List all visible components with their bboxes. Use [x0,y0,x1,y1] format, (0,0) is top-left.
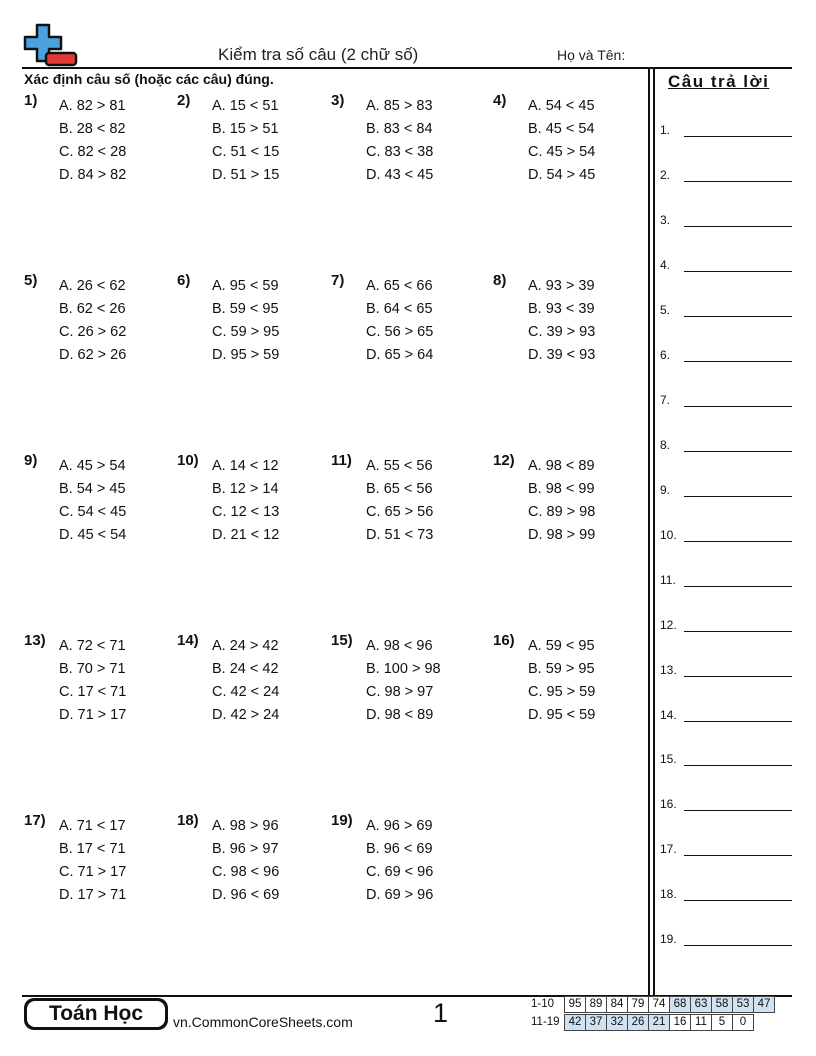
option-b: B. 98 < 99 [528,481,595,497]
option-a: A. 98 > 96 [212,818,279,834]
answer-label: 19. [660,932,677,946]
option-c: C. 89 > 98 [528,504,596,520]
problem [24,452,174,552]
answer-label: 11. [660,573,676,587]
score-key-row-label: 11-19 [531,1016,560,1028]
score-cell: 5 [711,1014,733,1031]
option-d: D. 96 < 69 [212,887,280,903]
option-b: B. 24 < 42 [212,661,279,677]
answer-label: 13. [660,663,677,677]
option-d: D. 43 < 45 [366,167,434,183]
answer-line[interactable] [660,168,792,188]
option-b: B. 12 > 14 [212,481,279,497]
option-c: C. 56 > 65 [366,324,434,340]
score-cell: 21 [648,1014,670,1031]
option-d: D. 84 > 82 [59,167,127,183]
answer-blank[interactable] [684,900,792,901]
answer-line[interactable] [660,393,792,413]
option-b: B. 62 < 26 [59,301,126,317]
option-b: B. 28 < 82 [59,121,126,137]
option-c: C. 51 < 15 [212,144,280,160]
answer-label: 12. [660,618,677,632]
answer-blank[interactable] [684,361,792,362]
option-c: C. 42 < 24 [212,684,280,700]
score-cell: 89 [585,996,607,1013]
option-d: D. 98 > 99 [528,527,596,543]
option-a: A. 71 < 17 [59,818,126,834]
option-b: B. 93 < 39 [528,301,595,317]
answer-blank[interactable] [684,136,792,137]
answer-blank[interactable] [684,406,792,407]
option-b: B. 96 > 97 [212,841,279,857]
problem-number: 10) [177,452,199,469]
option-a: A. 65 < 66 [366,278,433,294]
option-d: D. 69 > 96 [366,887,434,903]
score-cell: 32 [606,1014,628,1031]
problem [493,452,643,552]
answer-blank[interactable] [684,721,792,722]
answer-line[interactable] [660,752,792,772]
problem [24,92,174,192]
score-cell: 58 [711,996,733,1013]
problem-number: 3) [331,92,345,109]
option-a: A. 45 > 54 [59,458,126,474]
answer-line[interactable] [660,932,792,952]
answer-label: 7. [660,393,671,407]
option-a: A. 85 > 83 [366,98,433,114]
score-cell: 53 [732,996,754,1013]
instructions: Xác định câu số (hoặc các câu) đúng. [24,71,274,87]
score-key-row [531,996,775,1012]
option-d: D. 45 < 54 [59,527,127,543]
answer-label: 6. [660,348,671,362]
answer-line[interactable] [660,483,792,503]
option-c: C. 82 < 28 [59,144,127,160]
option-a: A. 98 < 96 [366,638,433,654]
option-a: A. 96 > 69 [366,818,433,834]
score-cell: 84 [606,996,628,1013]
answer-label: 8. [660,438,671,452]
answer-blank[interactable] [684,765,792,766]
option-b: B. 64 < 65 [366,301,433,317]
answer-line[interactable] [660,213,792,233]
option-c: C. 83 < 38 [366,144,434,160]
answer-blank[interactable] [684,631,792,632]
problem [177,452,327,552]
option-c: C. 98 < 96 [212,864,280,880]
option-a: A. 15 < 51 [212,98,279,114]
answer-blank[interactable] [684,496,792,497]
header-divider [22,67,792,69]
problem-number: 19) [331,812,353,829]
option-a: A. 59 < 95 [528,638,595,654]
answer-line[interactable] [660,348,792,368]
option-b: B. 15 > 51 [212,121,279,137]
problem [24,632,174,732]
option-b: B. 54 > 45 [59,481,126,497]
problem-number: 16) [493,632,515,649]
problem-number: 18) [177,812,199,829]
option-a: A. 72 < 71 [59,638,126,654]
problem [177,92,327,192]
option-b: B. 17 < 71 [59,841,126,857]
logo-plus-minus-icon [22,22,78,68]
problem-number: 11) [331,452,352,469]
answer-line[interactable] [660,708,792,728]
option-d: D. 42 > 24 [212,707,280,723]
score-key-row-label: 1-10 [531,998,555,1010]
answer-line[interactable] [660,887,792,907]
answer-label: 18. [660,887,677,901]
problem-number: 8) [493,272,507,289]
answer-line[interactable] [660,528,792,548]
answer-label: 9. [660,483,671,497]
answer-line[interactable] [660,123,792,143]
option-d: D. 65 > 64 [366,347,434,363]
problem-number: 5) [24,272,38,289]
problem-number: 14) [177,632,199,649]
option-a: A. 93 > 39 [528,278,595,294]
option-b: B. 96 < 69 [366,841,433,857]
option-d: D. 39 < 93 [528,347,596,363]
option-c: C. 39 > 93 [528,324,596,340]
answer-blank[interactable] [684,226,792,227]
problem [331,452,481,552]
answer-line[interactable] [660,438,792,458]
score-cell: 63 [690,996,712,1013]
answer-label: 4. [660,258,671,272]
answer-line[interactable] [660,303,792,323]
option-b: B. 65 < 56 [366,481,433,497]
option-d: D. 51 < 73 [366,527,434,543]
answer-line[interactable] [660,618,792,638]
score-cell: 11 [690,1014,712,1031]
answer-line[interactable] [660,258,792,278]
option-a: A. 95 < 59 [212,278,279,294]
problem [331,272,481,372]
option-b: B. 83 < 84 [366,121,433,137]
option-d: D. 95 > 59 [212,347,280,363]
answer-blank[interactable] [684,676,792,677]
problem [24,812,174,912]
option-c: C. 17 < 71 [59,684,127,700]
option-b: B. 70 > 71 [59,661,126,677]
problem-number: 13) [24,632,46,649]
option-b: B. 45 < 54 [528,121,595,137]
brand-badge [24,998,168,1030]
score-cell: 74 [648,996,670,1013]
answer-line[interactable] [660,663,792,683]
answer-line[interactable] [660,573,792,593]
problem [24,272,174,372]
option-b: B. 59 < 95 [212,301,279,317]
score-cell: 0 [732,1014,754,1031]
option-d: D. 51 > 15 [212,167,280,183]
problem-number: 4) [493,92,507,109]
score-cell: 16 [669,1014,691,1031]
option-c: C. 59 > 95 [212,324,280,340]
problem-number: 15) [331,632,353,649]
problem-number: 6) [177,272,191,289]
answer-heading: Câu trả lời [668,72,770,91]
problem [177,272,327,372]
option-a: A. 14 < 12 [212,458,279,474]
option-c: C. 54 < 45 [59,504,127,520]
score-cell: 47 [753,996,775,1013]
answer-line[interactable] [660,797,792,817]
answer-blank[interactable] [684,181,792,182]
score-cell: 42 [564,1014,586,1031]
option-b: B. 100 > 98 [366,661,441,677]
option-c: C. 65 > 56 [366,504,434,520]
option-c: C. 26 > 62 [59,324,127,340]
option-d: D. 17 > 71 [59,887,127,903]
worksheet-title: Kiểm tra số câu (2 chữ số) [218,45,419,64]
option-d: D. 71 > 17 [59,707,127,723]
problem-number: 9) [24,452,38,469]
score-cell: 26 [627,1014,649,1031]
problem [177,812,327,912]
option-d: D. 98 < 89 [366,707,434,723]
option-d: D. 54 > 45 [528,167,596,183]
score-cell: 95 [564,996,586,1013]
option-a: A. 54 < 45 [528,98,595,114]
problem [493,632,643,732]
option-a: A. 82 > 81 [59,98,126,114]
answer-label: 17. [660,842,677,856]
problem-number: 2) [177,92,191,109]
answer-label: 15. [660,752,677,766]
option-a: A. 24 > 42 [212,638,279,654]
answer-label: 2. [660,168,671,182]
option-b: B. 59 > 95 [528,661,595,677]
answer-blank[interactable] [684,451,792,452]
problem-number: 17) [24,812,46,829]
score-cell: 68 [669,996,691,1013]
answer-line[interactable] [660,842,792,862]
problem [331,92,481,192]
option-c: C. 45 > 54 [528,144,596,160]
option-d: D. 62 > 26 [59,347,127,363]
answer-blank[interactable] [684,271,792,272]
option-d: D. 95 < 59 [528,707,596,723]
problem [331,632,481,732]
option-c: C. 98 > 97 [366,684,434,700]
problem [493,272,643,372]
score-cell: 37 [585,1014,607,1031]
answer-blank[interactable] [684,945,792,946]
answer-label: 16. [660,797,677,811]
name-label: Họ và Tên: [557,47,626,63]
answer-blank[interactable] [684,810,792,811]
site-url: vn.CommonCoreSheets.com [173,1014,353,1030]
brand-label: Toán Học [27,1001,165,1027]
answer-label: 5. [660,303,671,317]
page-number: 1 [433,998,449,1028]
problem-number: 7) [331,272,345,289]
score-cell: 79 [627,996,649,1013]
answer-blank[interactable] [684,855,792,856]
answer-column-divider [648,67,650,995]
answer-blank[interactable] [684,316,792,317]
answer-label: 10. [660,528,677,542]
problem-number: 12) [493,452,515,469]
answer-label: 1. [660,123,671,137]
option-a: A. 26 < 62 [59,278,126,294]
answer-column-divider-inner [653,67,655,995]
option-c: C. 69 < 96 [366,864,434,880]
option-a: A. 55 < 56 [366,458,433,474]
score-key-row [531,1014,754,1030]
option-d: D. 21 < 12 [212,527,280,543]
problem [493,92,643,192]
answer-label: 3. [660,213,671,227]
option-a: A. 98 < 89 [528,458,595,474]
problem-number: 1) [24,92,38,109]
answer-label: 14. [660,708,677,722]
option-c: C. 95 > 59 [528,684,596,700]
problem [177,632,327,732]
option-c: C. 12 < 13 [212,504,280,520]
answer-blank[interactable] [684,586,792,587]
answer-blank[interactable] [684,541,792,542]
option-c: C. 71 > 17 [59,864,127,880]
problem [331,812,481,912]
